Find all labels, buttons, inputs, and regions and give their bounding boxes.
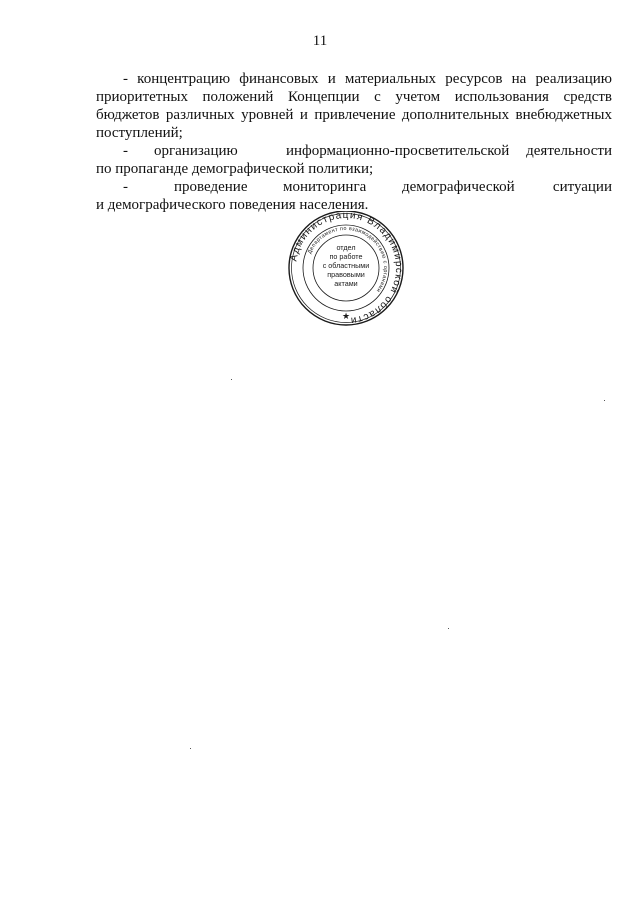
page-number: 11 <box>312 33 328 49</box>
scan-speck <box>190 748 191 749</box>
paragraph-2-line-2: по пропаганде демографической политики; <box>96 161 374 177</box>
paragraph-2-word-2: информационно-просветительской <box>286 143 510 159</box>
paragraph-2-word-1: организацию <box>154 143 238 159</box>
paragraph-3-word-1: проведение <box>174 179 248 195</box>
paragraph-1-line-2: приоритетных положений Концепции с учетом использования средств <box>96 89 612 105</box>
paragraph-3-word-4: ситуации <box>552 179 612 195</box>
paragraph-3-line-2: и демографического поведения населения. <box>96 197 369 213</box>
paragraph-3-word-2: мониторинга <box>283 179 367 195</box>
paragraph-1-line-3: бюджетов различных уровней и привлечение дополнительных внебюджетных <box>96 107 612 123</box>
stamp-seal <box>276 211 416 326</box>
scan-speck <box>231 379 232 380</box>
paragraph-1-line-1: - концентрацию финансовых и материальных ресурсов на реализацию <box>123 71 612 87</box>
stamp-outer-text: Администрация Владимирской области <box>288 211 405 326</box>
stamp-center-line-2: по работе <box>329 252 363 261</box>
stamp-center-line-4: правовыми <box>327 270 365 279</box>
stamp-inner-text: Департамент по взаимодействию с органами <box>306 225 389 294</box>
stamp-center-line-3: с областными <box>322 261 370 270</box>
stamp-center-line-1: отдел <box>336 243 356 252</box>
stamp-center-line-5: актами <box>334 279 358 288</box>
paragraph-2-word-3: деятельности <box>526 143 612 159</box>
stamp-star-icon: ★ <box>341 311 351 321</box>
list-dash: - <box>123 143 128 159</box>
scan-speck <box>448 628 449 629</box>
list-dash: - <box>123 179 128 195</box>
scan-speck <box>604 400 605 401</box>
paragraph-1-line-4: поступлений; <box>96 125 183 141</box>
paragraph-3-word-3: демографической <box>402 179 515 195</box>
official-stamp <box>276 211 416 326</box>
